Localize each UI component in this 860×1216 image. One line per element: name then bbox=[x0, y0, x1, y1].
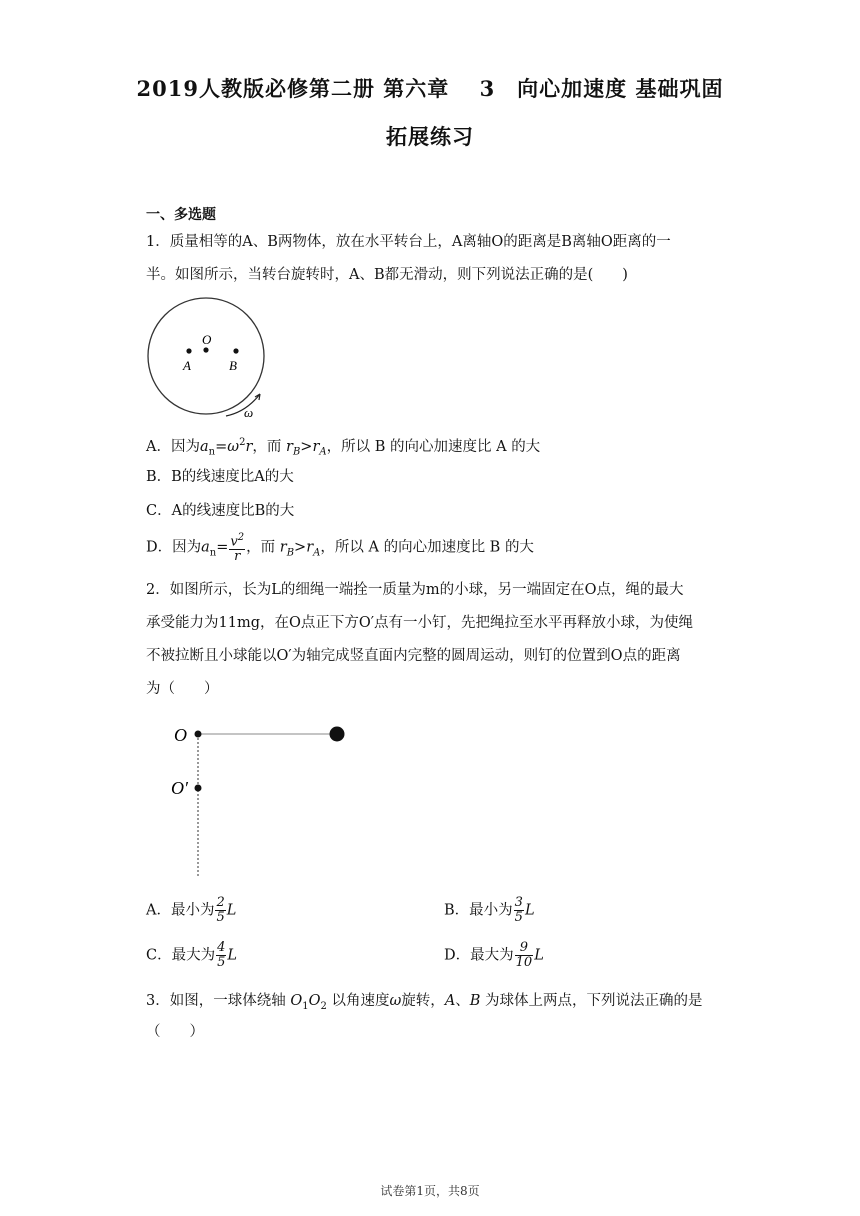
q2-text-line4: 为（ ） bbox=[146, 681, 219, 697]
point-a bbox=[186, 348, 191, 353]
page-title-continued: 拓展练习 bbox=[386, 124, 474, 149]
section-heading: 一、多选题 bbox=[146, 207, 216, 223]
q1-option-c: C．A的线速度比B的大 bbox=[146, 503, 295, 519]
turntable-circle bbox=[148, 298, 264, 414]
q1-turntable-figure bbox=[146, 296, 276, 422]
q2-text-line3: 不被拉断且小球能以O′为轴完成竖直面内完整的圆周运动，则钉的位置到O点的距离 bbox=[146, 648, 681, 664]
label-b: B bbox=[229, 358, 237, 373]
q2-option-a: A．最小为 $\frac{2}{5}$ L bbox=[146, 895, 237, 925]
ball bbox=[330, 727, 345, 742]
point-o bbox=[203, 347, 208, 352]
label-a: A bbox=[183, 358, 191, 373]
q1-text-line1: 1．质量相等的A、B两物体，放在水平转台上，A离轴O的距离是B离轴O距离的一 bbox=[146, 234, 671, 250]
point-o bbox=[195, 731, 202, 738]
q1-option-b: B．B的线速度比A的大 bbox=[146, 469, 294, 485]
q2-pendulum-figure bbox=[165, 718, 365, 878]
rotation-arrow bbox=[226, 394, 260, 416]
nail-o-prime bbox=[195, 785, 202, 792]
q2-option-b: B．最小为 $\frac{3}{5}$ L bbox=[444, 895, 535, 925]
q2-text-line2: 承受能力为11mg，在O点正下方O′点有一小钉，先把绳拉至水平再释放小球，为使绳 bbox=[146, 615, 694, 631]
q1-text-line2: 半。如图所示，当转台旋转时，A、B都无滑动，则下列说法正确的是( ) bbox=[146, 267, 628, 283]
page-title: 2019人教版必修第二册 第六章 3 向心加速度 基础巩固 bbox=[136, 76, 724, 101]
q2-text-line1: 2．如图所示，长为L的细绳一端拴一质量为m的小球，另一端固定在O点，绳的最大 bbox=[146, 582, 684, 598]
q3-text-line2: （ ） bbox=[146, 1024, 204, 1040]
q2-option-d: D．最大为 $\frac{9}{10}$ L bbox=[444, 940, 544, 970]
page-footer: 试卷第1页，共8页 bbox=[380, 1184, 480, 1198]
label-omega: ω bbox=[244, 405, 254, 420]
label-o: O bbox=[202, 332, 212, 347]
q1-option-a: A．因为$a_n=\omega^2r$，而 $r_B>r_A$，所以 B 的向心加速度比 A 的大 bbox=[146, 437, 541, 458]
q2-option-c: C．最大为 $\frac{4}{5}$ L bbox=[146, 940, 238, 970]
point-b bbox=[233, 348, 238, 353]
label-o: O bbox=[174, 725, 187, 745]
q3-text-line1: 3．如图，一球体绕轴 $O_1O_2$ 以角速度ω旋转，A、B 为球体上两点，下列说法正确的是 bbox=[146, 993, 703, 1012]
q1-option-d: D．因为$a_n=$ $\frac{v^2}{r}$ ，而 $r_B>r_A$，所以 A 的向心加速度比 B 的大 bbox=[146, 532, 534, 565]
label-o-prime: O′ bbox=[171, 778, 188, 798]
